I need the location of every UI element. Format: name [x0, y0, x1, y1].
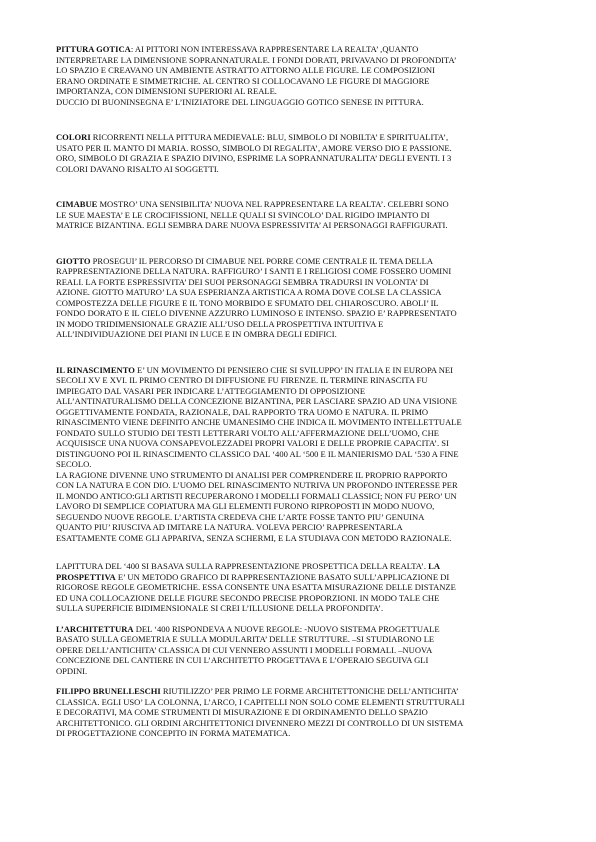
paragraph-architettura: [56, 624, 538, 677]
heading-pittura-gotica: PITTURA GOTICA: [56, 44, 131, 54]
paragraph-colori: [56, 132, 538, 174]
spacer: [56, 174, 538, 199]
spacer: [56, 614, 538, 624]
heading-colori: COLORI: [56, 132, 91, 142]
heading-prospettiva: LA PROSPETTIVA: [56, 561, 440, 582]
text-giotto: PROSEGUI’ IL PERCORSO DI CIMABUE NEL PORRE COME CENTRALE IL TEMA DELLA RAPPRESENTAZIONE DELLA NATURA. RAFFIGURO’ I SANTI E I RELIGIOSI COME FOSSERO UOMINI REALI. LA FORTE ESPRESSIVITA’ DEI SUOI PERSONAGGI SEMBRA TRADURSI IN VOLONTA’ DI AZIONE. GIOTTO MATURO’ LA SUA ESPERIANZA ARTISTICA A ROMA DOVE COLSE LA CLASSICA COMPOSTEZZA DELLE FIGURE E IL TONO MORBIDO E SFUMATO DEL CHIAROSCURO. ABOLI’ IL FONDO DORATO E IL CIELO DIVENNE AZZURRO LUMINOSO E INTENSO. SPAZIO E’ RAPPRESENTATO IN MODO TRIDIMENSIONALE GRAZIE ALL’USO DELLA PROSPETTIVA INTUITIVA E ALL’INDIVIDUAZIONE DEI PIANI IN LUCE E IN OMBRA DEGLI EDIFICI.: [56, 255, 457, 339]
text-prospettiva-intro: LAPITTURA DEL ‘400 SI BASAVA SULLA RAPPRESENTAZIONE PROSPETTICA DELLA REALTA’.: [56, 561, 429, 571]
spacer: [56, 107, 538, 132]
text-architettura: DEL ‘400 RISPONDEVA A NUOVE REGOLE: -NUOVO SISTEMA PROGETTUALE BASATO SULLA GEOMETRIA E SULLA MODULARITA’ DELLE STRUTTURE. –SI STUDIARONO LE OPERE DELL’ANTICHITA’ CLASSICA DI CUI VENNERO ASSUNTI I MODELLI FORMALI. –NUOVA CONCEZIONE DEL CANTIERE IN CUI L’ARCHITETTO PROGETTAVA E L’OPERAIO SEGUIVA GLI OPDINI.: [56, 623, 440, 676]
heading-rinascimento: IL RINASCIMENTO: [56, 364, 135, 375]
spacer: [56, 543, 538, 561]
text-pittura-gotica: : AI PITTORI NON INTERESSAVA RAPPRESENTARE LA REALTA’ ,QUANTO INTERPRETARE LA DIMENSIONE SOPRANNATURALE. I FONDI DORATI, PRIVAVANO DI PROFONDITA’ LO SPAZIO E CREAVANO UN AMBIENTE ASTRATTO ATTORNO ALLE FIGURE. LE COMPOSIZIONI ERANO ORDINATE E SIMMETRICHE. AL CENTRO SI COLLOCAVANO LE FIGURE DI MAGGIORE IMPORTANZA, CON DIMENSIONI SUPERIORI AL REALE. DUCCIO DI BUONINSEGNA E’ L’INIZIATORE DEL LINGUAGGIO GOTICO SENESE IN PITTURA.: [56, 44, 457, 107]
paragraph-giotto: [56, 256, 538, 340]
heading-brunelleschi: FILIPPO BRUNELLESCHI: [56, 686, 161, 696]
text-prospettiva: E’ UN METODO GRAFICO DI RAPPRESENTAZIONE BASATO SULL’APPLICAZIONE DI RIGOROSE REGOLE GEOMETRICHE. ESSA CONSENTE UNA ESATTA MISURAZIONE DELLE DISTANZE ED UNA COLLOCAZIONE DELLE FIGURE SECONDO PRECISE PROPORZIONI. IN MODO TALE CHE SULLA SUPERFICIE BIDIMENSIONALE SI CREI L’ILLUSIONE DELLA PROFONDITA’.: [56, 571, 456, 613]
text-colori: RICORRENTI NELLA PITTURA MEDIEVALE: BLU, SIMBOLO DI NOBILTA’ E SPIRITUALITA’, USATO PER IL MANTO DI MARIA. ROSSO, SIMBOLO DI REGALITA’, AMORE VERSO DIO E PASSIONE. ORO, SIMBOLO DI GRAZIA E SPAZIO DIVINO, ESPRIME LA SOPRANNATURALITA’ DEGLI EVENTI. I 3 COLORI DAVANO RISALTO AI SOGGETTI.: [56, 132, 452, 174]
document-page: [56, 44, 538, 739]
text-rinascimento: E’ UN MOVIMENTO DI PENSIERO CHE SI SVILUPPO’ IN ITALIA E IN EUROPA NEI SECOLI XV E XVI. IL PRIMO CENTRO DI DIFFUSIONE FU FIRENZE. IL TERMINE RINASCITA FU IMPIEGATO DAL VASARI PER INDICARE L’ATTEGGIAMENTO DI OPPOSIZIONE ALL’ANTINATURALISMO DELLA CONCEZIONE BIZANTINA, PER LASCIARE SPAZIO AD UNA VISIONE OGGETTIVAMENTE FONDATA, RAZIONALE, DAL RAPPORTO TRA UOMO E NATURA. IL PRIMO RINASCIMENTO VIENE DEFINITO ANCHE UMANESIMO CHE INDICA IL MOVIMENTO INTELLETTUALE FONDATO SULLO STUDIO DEI TESTI LETTERARI VOLTO ALL’AFFERMAZIONE DELL’UOMO, CHE ACQUISISCE UNA NUOVA CONSAPEVOLEZZADEI PROPRI VALORI E DELLE PROPRIE CAPACITA’. SI DISTINGUONO POI IL RINASCIMENTO CLASSICO DAL ‘400 AL ‘500 E IL MANIERISMO DAL ‘530 A FINE SECOLO. LA RAGIONE DIVENNE UNO STRUMENTO DI ANALISI PER COMPRENDERE IL PROPRIO RAPPORTO CON LA NATURA E CON DIO. L’UOMO DEL RINASCIMENTO NUTRIVA UN PROFONDO INTERESSE PER IL MONDO ANTICO:GLI ARTISTI RECUPERARONO I MODELLI FORMALI CLASSICI; NON FU PERO’ UN LAVORO DI SEMPLICE COPIATURA MA GLI ELEMENTI FURONO RIPROPOSTI IN MODO NUOVO, SEGUENDO NUOVE REGOLE. L’ARTISTA CREDEVA CHE L’ARTE FOSSE TANTO PIU’ GENUINA QUANTO PIU’ RIUSCIVA AD IMITARE LA NATURA. VOLEVA PERCIO’ RAPPRESENTARLA ESATTAMENTE COME GLI APPARIVA, SENZA SCHERMI, E LA STUDIAVA CON METODO RAZIONALE.: [56, 364, 462, 543]
paragraph-brunelleschi: [56, 686, 538, 739]
spacer: [56, 340, 538, 365]
text-brunelleschi: RIUTILIZZO’ PER PRIMO LE FORME ARCHITETTONICHE DELL’ANTICHITA’ CLASSICA. EGLI USO’ LA COLONNA, L’ARCO, I CAPITELLI NON SOLO COME ELEMENTI STRUTTURALI E DECORATIVI, MA COME STRUMENTI DI MISURAZIONE E DI ORDINAMENTO DELLO SPAZIO ARCHITETTONICO. GLI ORDINI ARCHITETTONICI DIVENNERO MEZZI DI CONTROLLO DI UN SISTEMA DI PROGETTAZIONE CONCEPITO IN FORMA MATEMATICA.: [56, 686, 465, 738]
paragraph-pittura-gotica: [56, 44, 538, 107]
spacer: [56, 231, 538, 256]
text-cimabue: MOSTRO’ UNA SENSIBILITA’ NUOVA NEL RAPPRESENTARE LA REALTA’. CELEBRI SONO LE SUE MAESTA’ E LE CROCIFISSIONI, NELLE QUALI SI SVINCOLO’ DAL RIGIDO IMPIANTO DI MATRICE BIZANTINA. EGLI SEMBRA DARE NUOVA ESPRESSIVITA’ AI PERSONAGGI RAFFIGURATI.: [56, 199, 449, 230]
spacer: [56, 676, 538, 686]
heading-giotto: GIOTTO: [56, 255, 91, 266]
paragraph-cimabue: [56, 199, 538, 231]
heading-cimabue: CIMABUE: [56, 199, 98, 209]
heading-architettura: L’ARCHITETTURA: [56, 623, 134, 634]
paragraph-prospettiva: [56, 561, 538, 614]
paragraph-rinascimento: [56, 365, 538, 544]
